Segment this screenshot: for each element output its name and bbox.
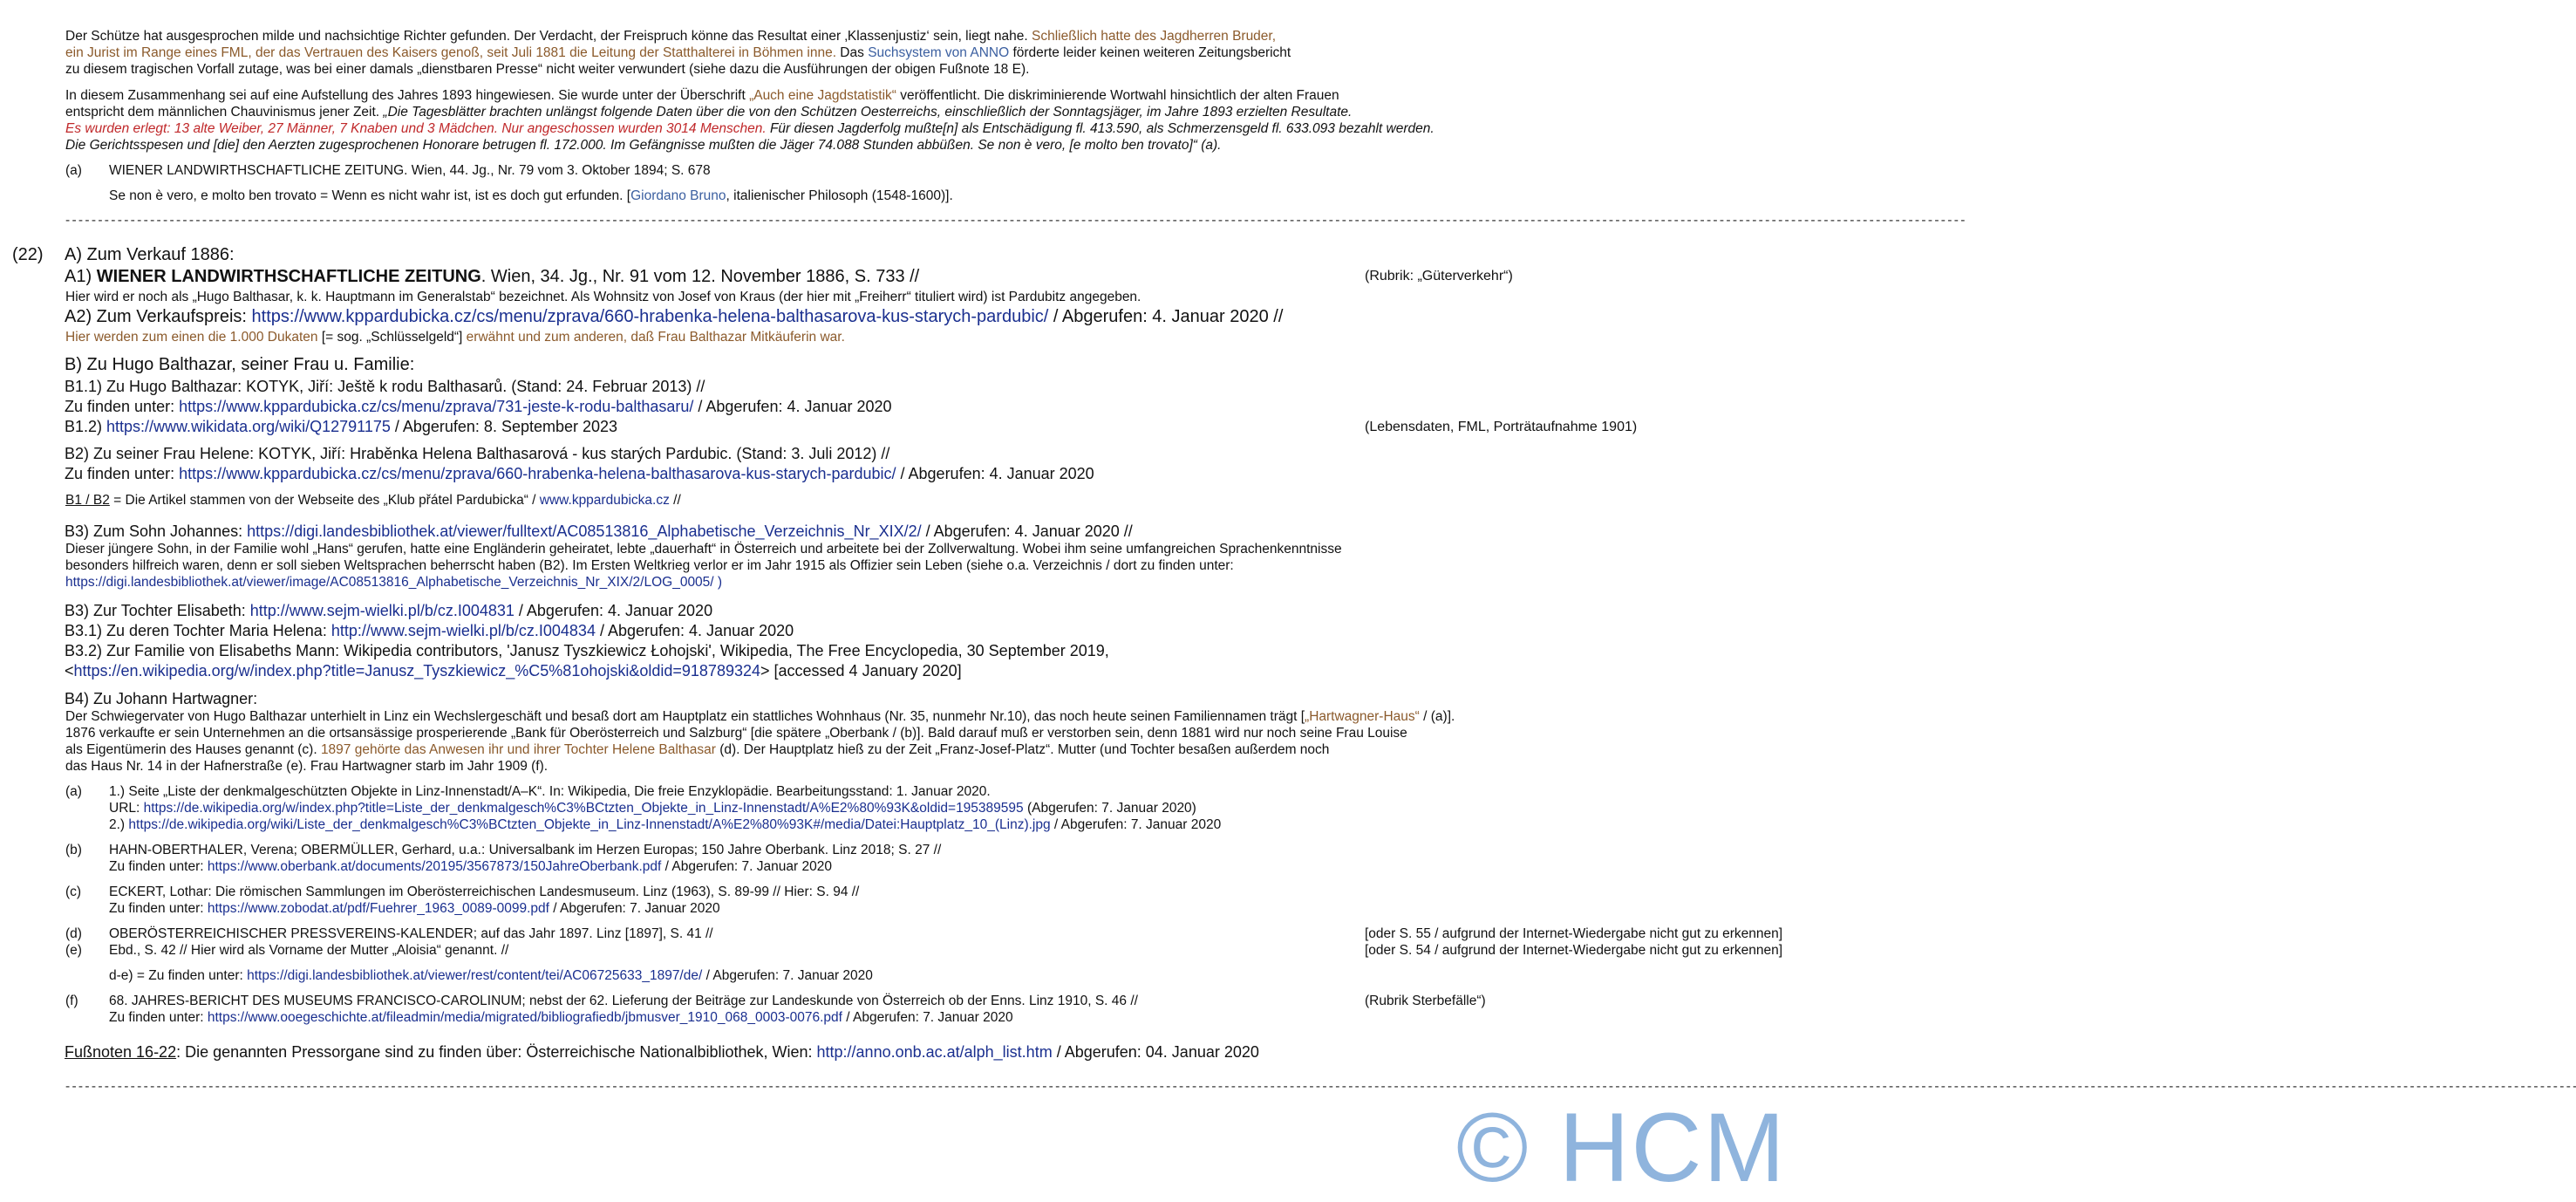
- ref-de-line: [109, 967, 873, 984]
- b3-note-line1: Dieser jüngere Sohn, in der Familie wohl „Hans“ gerufen, hatte eine Engländerin geheiratet, lebte „dauerhaft“ in Österreich und arbeitete bei der Zollverwaltung. Wobei ihm seine umfangreichen Sprachenkenntnisse: [65, 542, 1342, 557]
- wikipedia-link[interactable]: https://en.wikipedia.org/w/index.php?title=Janusz_Tyszkiewicz_%C5%81ohojski&oldid=918789324: [73, 662, 760, 680]
- text: Der Schütze hat ausgesprochen milde und nachsichtige Richter gefunden. Der Verdacht, der Freispruch könne das Resultat einer ‚Klassenjustiz‘ sein, liegt nahe.: [65, 29, 1032, 44]
- text: Zu finden unter:: [65, 398, 180, 415]
- ref-d-right-note: [oder S. 55 / aufgrund der Internet-Wiedergabe nicht gut zu erkennen]: [1365, 926, 1783, 941]
- text: , italienischer Philosoph (1548-1600)].: [726, 188, 953, 203]
- red-quote-text: Es wurden erlegt: 13 alte Weiber, 27 Männer, 7 Knaben und 3 Mädchen. Nur angeschossen wurden 3014 Menschen.: [65, 121, 767, 136]
- a1-line: [65, 266, 919, 287]
- ref-b-line1: HAHN-OBERTHALER, Verena; OBERMÜLLER, Gerhard, u.a.: Universalbank im Herzen Europas; 150 Jahre Oberbank. Linz 2018; S. 27 //: [109, 843, 942, 857]
- highlight-text: erwähnt und zum anderen, daß Frau Balthazar Mitkäuferin war.: [466, 330, 845, 345]
- a1-note: Hier wird er noch als „Hugo Balthasar, k. k. Hauptmann im Generalstab“ bezeichnet. Als Wohnsitz von Josef von Kraus (der hier mit „Freiherr“ tituliert wird) ist Pardubitz angegeben.: [65, 290, 1141, 304]
- a2-line: [65, 306, 1283, 327]
- text: förderte leider keinen weiteren Zeitungsbericht: [1009, 45, 1291, 60]
- text: > [accessed 4 January 2020]: [760, 662, 962, 680]
- b11-find: [65, 397, 892, 416]
- b32-line2: [65, 661, 962, 680]
- b4-line2: 1876 verkaufte er sein Unternehmen an die ortsansässige prosperierende „Bank für Oberösterreich und Salzburg“ [die spätere „Oberbank / (b)]. Bald darauf muß er verstorben sein, denn 1881 wird nur noch seine Frau Louise: [65, 726, 1407, 741]
- ref-a-text: WIENER LANDWIRTHSCHAFTLICHE ZEITUNG. Wien, 44. Jg., Nr. 79 vom 3. Oktober 1894; S. 678: [109, 163, 711, 178]
- ref-a-line1: 1.) Seite „Liste der denkmalgeschützten Objekte in Linz-Innenstadt/A–K“. In: Wikipedia, Die freie Enzyklopädie. Bearbeitungsstand: 1. Januar 2020.: [109, 784, 991, 799]
- text: / Abgerufen: 7. Januar 2020: [702, 968, 873, 983]
- anno-link[interactable]: Suchsystem von ANNO: [868, 45, 1010, 60]
- text: / Abgerufen: 8. September 2023: [390, 418, 618, 435]
- ref-c-line1: ECKERT, Lothar: Die römischen Sammlungen im Oberösterreichischen Landesmuseum. Linz (1963), S. 89-99 // Hier: S. 94 //: [109, 884, 860, 899]
- text: / Abgerufen: 7. Januar 2020: [549, 901, 720, 916]
- ref-f-right-note: (Rubrik Sterbefälle“): [1365, 994, 1486, 1008]
- ref-f-label: (f): [65, 994, 78, 1008]
- para1-line2: [65, 44, 1291, 61]
- watermark: © HCM: [1456, 1093, 1787, 1202]
- ref-a-note: [109, 188, 953, 204]
- text: B3.1) Zu deren Tochter Maria Helena:: [65, 622, 331, 639]
- text: / Abgerufen: 04. Januar 2020: [1052, 1043, 1259, 1061]
- a1-rubrik: (Rubrik: „Güterverkehr“): [1365, 269, 1513, 283]
- b12-right-note: (Lebensdaten, FML, Porträtaufnahme 1901): [1365, 420, 1638, 434]
- section-b-heading: B) Zu Hugo Balthazar, seiner Frau u. Familie:: [65, 355, 415, 374]
- oberbank-link[interactable]: https://www.oberbank.at/documents/20195/3567873/150JahreOberbank.pdf: [207, 859, 662, 874]
- text: Se non è vero, e molto ben trovato = Wenn es nicht wahr ist, ist es doch gut erfunden. [: [109, 188, 631, 203]
- quote-text: Für diesen Jagderfolg mußte[n] als Entschädigung fl. 413.590, als Schmerzensgeld fl. 633.093 bezahlt werden.: [766, 121, 1435, 136]
- text: . Wien, 34. Jg., Nr. 91 vom 12. November 1886, S. 733 //: [480, 267, 920, 286]
- text: Der Schwiegervater von Hugo Balthazar unterhielt in Linz ein Wechslergeschäft und besaß dort am Hauptplatz ein stattliches Wohnhaus (Nr. 35, nunmehr Nr.10), das noch heute seinen Familiennamen trägt [: [65, 709, 1305, 724]
- text: Das: [836, 45, 869, 60]
- kppardubicka-home-link[interactable]: www.kppardubicka.cz: [539, 493, 670, 508]
- sejm-wielki-link[interactable]: http://www.sejm-wielki.pl/b/cz.I004834: [331, 622, 596, 639]
- b12-line: [65, 417, 617, 436]
- b3-note-link[interactable]: https://digi.landesbibliothek.at/viewer/image/AC08513816_Alphabetische_Verzeichnis_Nr_XIX/2/LOG_0005/ ): [65, 575, 723, 590]
- text: als Eigentümerin des Hauses genannt (c).: [65, 742, 321, 757]
- ref-c-line2: [109, 900, 720, 917]
- para2-line1: [65, 87, 1339, 104]
- b31-line: [65, 621, 794, 640]
- text: B3) Zum Sohn Johannes:: [65, 522, 248, 540]
- highlight-text: „Hartwagner-Haus“: [1305, 709, 1420, 724]
- text: : Die genannten Pressorgane sind zu finden über: Österreichische Nationalbibliothek, Wien:: [176, 1043, 817, 1061]
- ref-e-right-note: [oder S. 54 / aufgrund der Internet-Wiedergabe nicht gut zu erkennen]: [1365, 943, 1783, 958]
- underlined-label: Fußnoten 16-22: [65, 1043, 177, 1061]
- para1-line3: zu diesem tragischen Vorfall zutage, was bei einer damals „dienstbaren Presse“ nicht weiter verwundert (siehe dazu die Ausführungen der obigen Fußnote 18 E).: [65, 62, 1030, 77]
- text: Zu finden unter:: [109, 1010, 208, 1025]
- highlight-text: ein Jurist im Range eines FML, der das Vertrauen des Kaisers genoß, seit Juli 1881 die Leitung der Statthalterei in Böhmen inne.: [65, 45, 836, 60]
- text: //: [669, 493, 681, 508]
- wikipedia-link[interactable]: https://de.wikipedia.org/wiki/Liste_der_denkmalgesch%C3%BCtzten_Objekte_in_Linz-Innenstadt/A%E2%80%93K#/media/Datei:Hauptplatz_10_(Linz).jpg: [128, 817, 1051, 832]
- text: (Abgerufen: 7. Januar 2020): [1023, 801, 1196, 816]
- text: Zu finden unter:: [65, 465, 180, 482]
- para2-line3: [65, 120, 1435, 137]
- ref-f-line1: 68. JAHRES-BERICHT DES MUSEUMS FRANCISCO-CAROLINUM; nebst der 62. Lieferung der Beiträge zur Landeskunde von Österreich ob der Enns. Linz 1910, S. 46 //: [109, 994, 1138, 1008]
- text: Zu finden unter:: [109, 901, 208, 916]
- ref-e-label: (e): [65, 943, 82, 958]
- text: / Abgerufen: 4. Januar 2020 //: [921, 522, 1133, 540]
- divider: - - - - - - - - - - - - - - - - - - - - - - - - - - - - - - - - - - - - - - - - - - - - - - - - - - - - - - - - - - - - - - - - - - - - - - - - - - - - - - - - - - - - - - - - - - - - - - - - - - - - - - - - - - - - - - - - - - - - - - - - - - - - - - - - - - - - - - - - - - - - - - - - - - - - - - - - - - - - - - - - - - - - - - - - - - - - - - - - - - - - - - - - - - - - - - - - - - - - - - - - - - - - - - - - - - - - - - - - - - - - - - - - - - - - - - - - - - - - - - - - - - - - - - - - - - - - - - - - - - - - - - - - - - - - - - - - - - - - - - - - - - - - - - - - - - - -: [65, 213, 1965, 228]
- text: 2.): [109, 817, 129, 832]
- footnote-number: (22): [12, 245, 44, 264]
- b1b2-note: [65, 492, 681, 509]
- b4-line1: [65, 708, 1455, 725]
- b2-find: [65, 464, 1094, 483]
- wikidata-link[interactable]: https://www.wikidata.org/wiki/Q12791175: [106, 418, 391, 435]
- text: d-e) = Zu finden unter:: [109, 968, 248, 983]
- highlight-text: „Auch eine Jagdstatistik“: [749, 88, 896, 103]
- section-a-heading: A) Zum Verkauf 1886:: [65, 245, 235, 264]
- text: (d). Der Hauptplatz hieß zu der Zeit „Franz-Josef-Platz“. Mutter (und Tochter besaßen außerdem noch: [715, 742, 1330, 757]
- ref-b-label: (b): [65, 843, 82, 857]
- text: Zu finden unter:: [109, 859, 208, 874]
- text: = Die Artikel stammen von der Webseite des „Klub přátel Pardubicka“ /: [109, 493, 540, 508]
- ref-e-line1: Ebd., S. 42 // Hier wird als Vorname der Mutter „Aloisia“ genannt. //: [109, 943, 509, 958]
- para2-line2: [65, 104, 1352, 120]
- highlight-text: Hier werden zum einen die 1.000 Dukaten: [65, 330, 318, 345]
- text: / Abgerufen: 4. Januar 2020: [693, 398, 892, 415]
- text: / (a)].: [1419, 709, 1455, 724]
- b3-elisabeth-line: [65, 601, 712, 620]
- highlight-text: 1897 gehörte das Anwesen ihr und ihrer Tochter Helene Balthasar: [320, 742, 716, 757]
- text: / Abgerufen: 4. Januar 2020: [514, 602, 713, 619]
- landesbibliothek-link[interactable]: https://digi.landesbibliothek.at/viewer/rest/content/tei/AC06725633_1897/de/: [247, 968, 703, 983]
- a2-note: [65, 329, 845, 345]
- underlined-label: B1 / B2: [65, 493, 110, 508]
- b4-line3: [65, 741, 1329, 758]
- b11-line: B1.1) Zu Hugo Balthazar: KOTYK, Jiří: Ještě k rodu Balthasarů. (Stand: 24. Februar 2013) //: [65, 378, 705, 395]
- text: In diesem Zusammenhang sei auf eine Aufstellung des Jahres 1893 hingewiesen. Sie wurde unter der Überschrift: [65, 88, 750, 103]
- kppardubicka-link[interactable]: https://www.kppardubicka.cz/cs/menu/zprava/731-jeste-k-rodu-balthasaru/: [179, 398, 694, 415]
- b2-line: B2) Zu seiner Frau Helene: KOTYK, Jiří: Hraběnka Helena Balthasarová - kus starých Pardubic. (Stand: 3. Juli 2012) //: [65, 445, 890, 462]
- text: B3) Zur Tochter Elisabeth:: [65, 602, 250, 619]
- giordano-bruno-link[interactable]: Giordano Bruno: [630, 188, 726, 203]
- ref-a-label: (a): [65, 784, 82, 799]
- b32-line1: B3.2) Zur Familie von Elisabeths Mann: Wikipedia contributors, 'Janusz Tyszkiewicz Łohojski', Wikipedia, The Free Encyclopedia, 30 September 2019,: [65, 642, 1109, 659]
- ref-d-label: (d): [65, 926, 82, 941]
- para2-line4: Die Gerichtsspesen und [die] den Aerzten zugesprochenen Honorare betrugen fl. 172.000. Im Gefängnisse mußten die Jäger 74.088 Stunden abbüßen. Se non è vero, [e molto ben trovato]“ (a).: [65, 138, 1222, 153]
- text: veröffentlicht. Die diskriminierende Wortwahl hinsichtlich der alten Frauen: [896, 88, 1339, 103]
- ref-d-line1: OBERÖSTERREICHISCHER PRESSVEREINS-KALENDER; auf das Jahr 1897. Linz [1897], S. 41 //: [109, 926, 713, 941]
- ref-f-line2: [109, 1009, 1013, 1026]
- anno-onb-link[interactable]: http://anno.onb.ac.at/alph_list.htm: [816, 1043, 1053, 1061]
- b4-heading: B4) Zu Johann Hartwagner:: [65, 690, 258, 707]
- text: / Abgerufen: 4. Januar 2020: [595, 622, 794, 639]
- ref-c-label: (c): [65, 884, 82, 899]
- sejm-wielki-link[interactable]: http://www.sejm-wielki.pl/b/cz.I004831: [249, 602, 515, 619]
- para1-line1: [65, 28, 1276, 44]
- newspaper-title: WIENER LANDWIRTHSCHAFTLICHE ZEITUNG: [96, 267, 481, 286]
- text: / Abgerufen: 4. Januar 2020: [896, 465, 1094, 482]
- landesbibliothek-link[interactable]: https://digi.landesbibliothek.at/viewer/fulltext/AC08513816_Alphabetische_Verzeichnis_Nr_XIX/2/: [247, 522, 922, 540]
- text: / Abgerufen: 7. Januar 2020: [1050, 817, 1222, 832]
- kppardubicka-link[interactable]: https://www.kppardubicka.cz/cs/menu/zprava/660-hrabenka-helena-balthasarova-kus-starych-pardubic/: [251, 307, 1049, 326]
- text: entspricht dem männlichen Chauvinismus jener Zeit.: [65, 105, 384, 120]
- wikipedia-link[interactable]: https://de.wikipedia.org/w/index.php?title=Liste_der_denkmalgesch%C3%BCtzten_Objekte_in_Linz-Innenstadt/A%E2%80%93K&oldid=195389595: [143, 801, 1024, 816]
- text: / Abgerufen: 7. Januar 2020: [842, 1010, 1013, 1025]
- text: A1): [65, 267, 97, 286]
- text: A2) Zum Verkaufspreis:: [65, 307, 252, 326]
- b4-line4: das Haus Nr. 14 in der Hafnerstraße (e). Frau Hartwagner starb im Jahr 1909 (f).: [65, 759, 549, 774]
- kppardubicka-link[interactable]: https://www.kppardubicka.cz/cs/menu/zprava/660-hrabenka-helena-balthasarova-kus-starych-pardubic/: [179, 465, 896, 482]
- ref-a-line3: [109, 816, 1221, 833]
- bottom-divider: - - - - - - - - - - - - - - - - - - - - - - - - - - - - - - - - - - - - - - - - - - - - - - - - - - - - - - - - - - - - - - - - - - - - - - - - - - - - - - - - - - - - - - - - - - - - - - - - - - - - - - - - - - - - - - - - - - - - - - - - - - - - - - - - - - - - - - - - - - - - - - - - - - - - - - - - - - - - - - - - - - - - - - - - - - - - - - - - - - - - - - - - - - - - - - - - - - - - - - - - - - - - - - - - - - - - - - - - - - - - - - - - - - - - - - - - - - - - - - - - - - - - - - - - - - - - - - - - - - - - - - - - - - - - - - - - - - - - - - - - - - - - - - - - - - - - - - - - - - - - - - - - - - - - - - - - - - - - - - - - - - - - - - - - - - - - - - - - - - - - - - - - - - - - - - - - - - - - - - - - - - - - - - - - - - - - - - - - - - - - - - - - - -: [65, 1079, 2576, 1094]
- text: [= sog. „Schlüsselgeld“]: [317, 330, 467, 345]
- zobodat-link[interactable]: https://www.zobodat.at/pdf/Fuehrer_1963_0089-0099.pdf: [207, 901, 549, 916]
- text: B1.2): [65, 418, 107, 435]
- text: / Abgerufen: 4. Januar 2020 //: [1048, 307, 1284, 326]
- highlight-text: Schließlich hatte des Jagdherren Bruder,: [1032, 29, 1277, 44]
- text: / Abgerufen: 7. Januar 2020: [661, 859, 832, 874]
- b3-johannes-line: [65, 522, 1133, 541]
- b3-note-line2: besonders hilfreich waren, denn er soll sieben Weltsprachen beherrscht haben (B2). Im Ersten Weltkrieg verlor er im Jahr 1915 als Offizier sein Leben (siehe o.a. Verzeichnis / dort zu finden unter:: [65, 558, 1234, 573]
- quote-text: „Die Tagesblätter brachten unlängst folgende Daten über die von den Schützen Oesterreichs, einschließlich der Sonntagsjäger, im Jahre 1893 erzielten Resultate.: [383, 105, 1353, 120]
- ref-a-line2: [109, 800, 1196, 816]
- text: URL:: [109, 801, 144, 816]
- ref-b-line2: [109, 858, 832, 875]
- footnotes-source-line: [65, 1042, 1259, 1062]
- ooegeschichte-link[interactable]: https://www.ooegeschichte.at/fileadmin/media/migrated/bibliografiedb/jbmusver_1910_068_0003-0076.pdf: [207, 1010, 842, 1025]
- ref-a-label: (a): [65, 163, 82, 178]
- text: <: [65, 662, 74, 680]
